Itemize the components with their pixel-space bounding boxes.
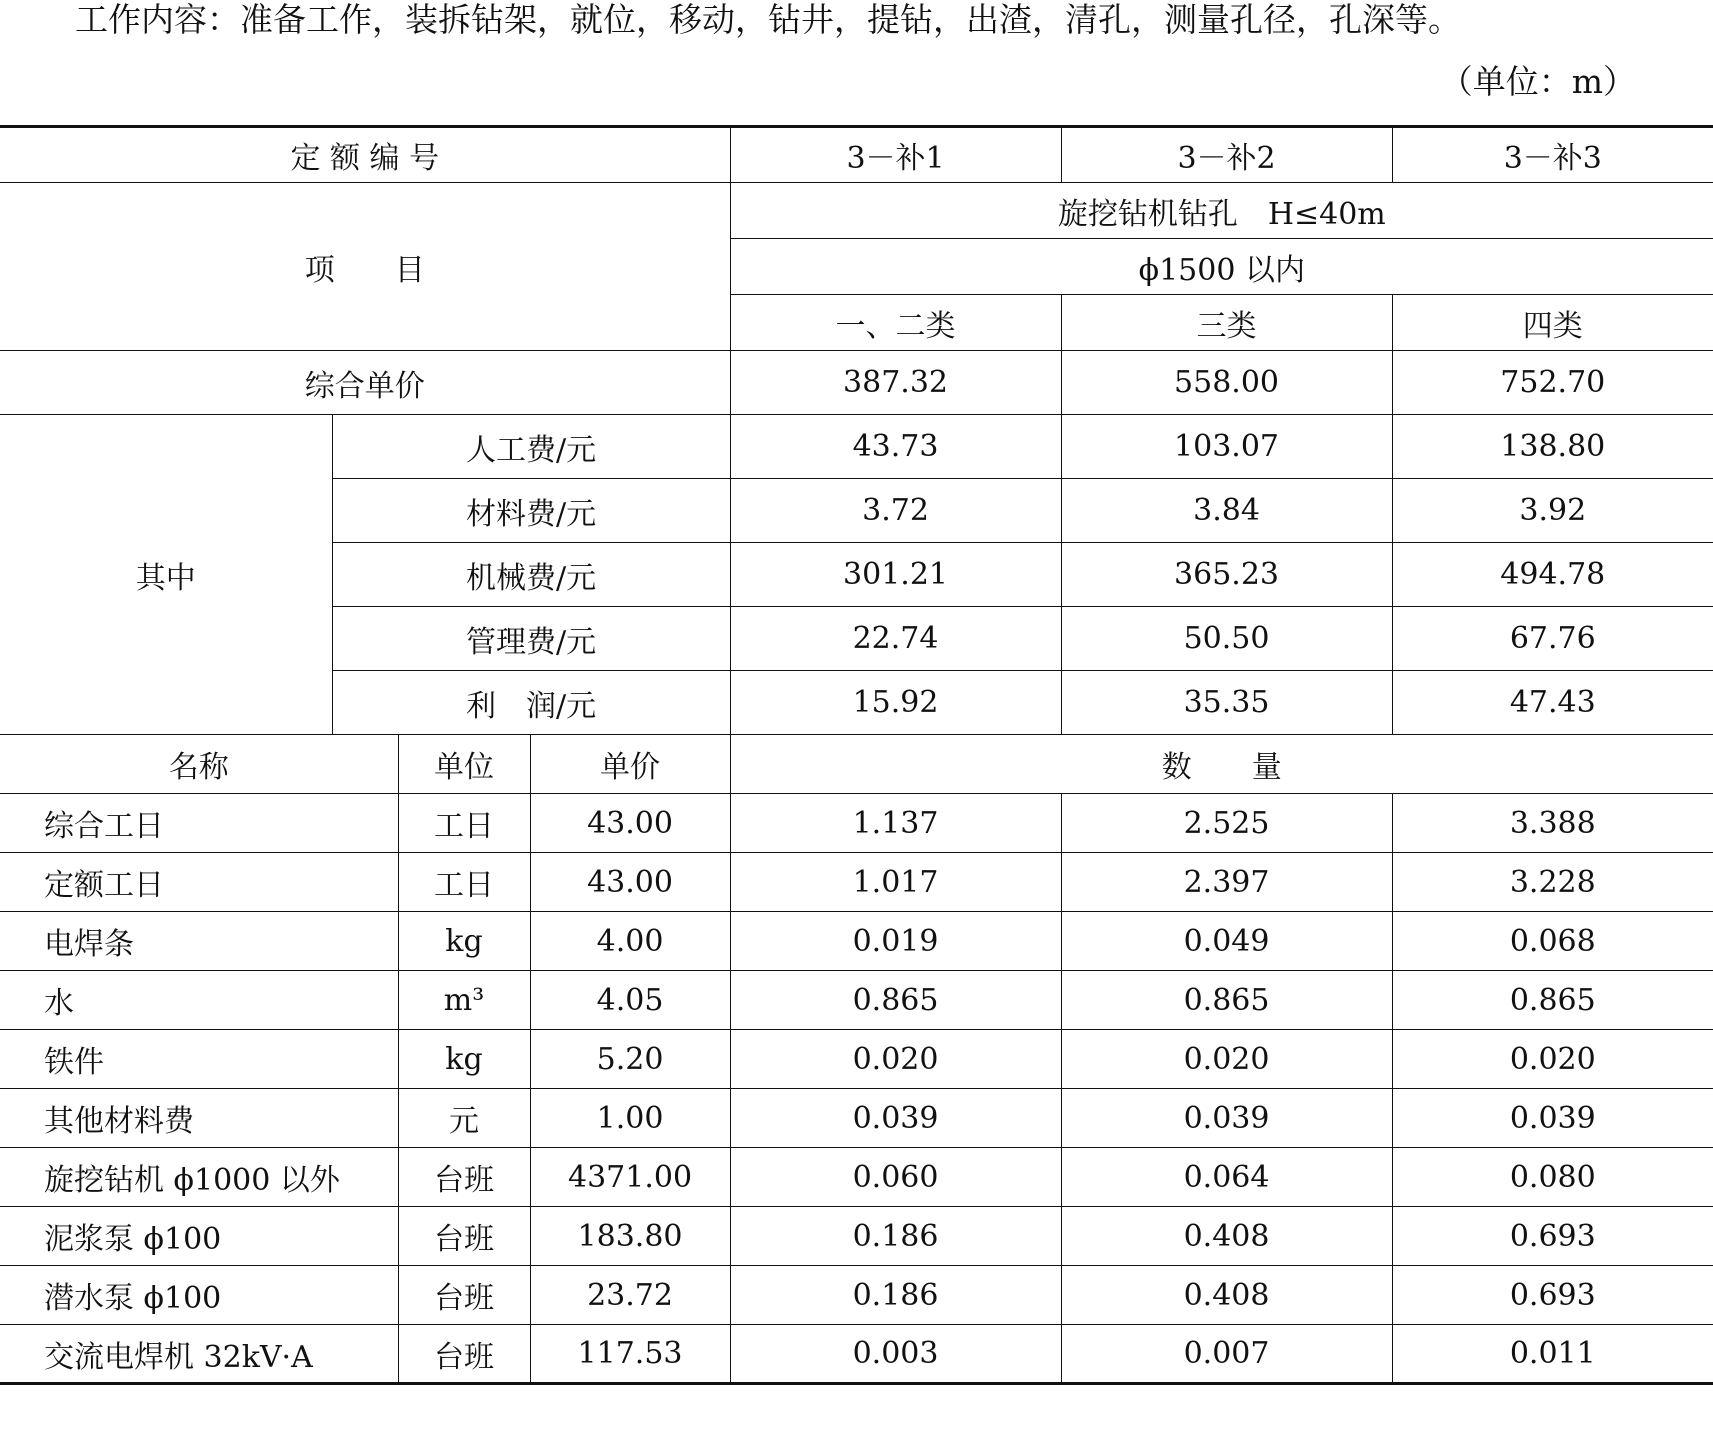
detail-price: 1.00 — [530, 1089, 730, 1148]
detail-quantity: 0.865 — [1061, 971, 1392, 1030]
detail-unit: 台班 — [398, 1266, 530, 1325]
detail-name: 铁件 — [0, 1030, 398, 1089]
detail-quantity: 0.039 — [1061, 1089, 1392, 1148]
detail-quantity: 0.865 — [1392, 971, 1713, 1030]
quota-code-3: 3－补3 — [1392, 127, 1713, 183]
detail-quantity: 0.408 — [1061, 1266, 1392, 1325]
detail-unit: m³ — [398, 971, 530, 1030]
breakdown-value: 43.73 — [730, 415, 1061, 479]
work-content-line: 工作内容：准备工作，装拆钻架，就位，移动，钻井，提钻，出渣，清孔，测量孔径，孔深等。 — [75, 0, 1461, 39]
detail-price: 4.00 — [530, 912, 730, 971]
detail-price: 4371.00 — [530, 1148, 730, 1207]
detail-unit: 台班 — [398, 1325, 530, 1384]
breakdown-value: 47.43 — [1392, 671, 1713, 735]
breakdown-value: 301.21 — [730, 543, 1061, 607]
breakdown-label: 材料费/元 — [332, 479, 730, 543]
item-label: 项 目 — [0, 183, 730, 351]
detail-quantity: 0.003 — [730, 1325, 1061, 1384]
detail-header-unit: 单位 — [398, 735, 530, 794]
breakdown-value: 3.84 — [1061, 479, 1392, 543]
quota-code-1: 3－补1 — [730, 127, 1061, 183]
breakdown-value: 365.23 — [1061, 543, 1392, 607]
detail-quantity: 2.397 — [1061, 853, 1392, 912]
item-title-row — [0, 183, 1713, 239]
detail-unit: kg — [398, 912, 530, 971]
detail-quantity: 2.525 — [1061, 794, 1392, 853]
breakdown-value: 103.07 — [1061, 415, 1392, 479]
composite-price-2: 558.00 — [1061, 351, 1392, 415]
class-1: 一、二类 — [730, 295, 1061, 351]
detail-row — [0, 853, 1713, 912]
detail-row — [0, 1148, 1713, 1207]
detail-quantity: 0.049 — [1061, 912, 1392, 971]
diameter-label: ϕ1500 以内 — [730, 239, 1713, 295]
detail-price: 23.72 — [530, 1266, 730, 1325]
detail-quantity: 0.068 — [1392, 912, 1713, 971]
detail-price: 4.05 — [530, 971, 730, 1030]
detail-price: 43.00 — [530, 794, 730, 853]
breakdown-value: 3.72 — [730, 479, 1061, 543]
detail-quantity: 0.060 — [730, 1148, 1061, 1207]
detail-row — [0, 1207, 1713, 1266]
composite-price-1: 387.32 — [730, 351, 1061, 415]
breakdown-value: 3.92 — [1392, 479, 1713, 543]
detail-quantity: 0.408 — [1061, 1207, 1392, 1266]
detail-quantity: 0.865 — [730, 971, 1061, 1030]
detail-quantity: 3.228 — [1392, 853, 1713, 912]
composite-price-3: 752.70 — [1392, 351, 1713, 415]
detail-quantity: 3.388 — [1392, 794, 1713, 853]
detail-quantity: 0.020 — [730, 1030, 1061, 1089]
breakdown-row — [0, 415, 1713, 479]
detail-row — [0, 1325, 1713, 1384]
detail-header-price: 单价 — [530, 735, 730, 794]
unit-note: （单位：m） — [1439, 62, 1636, 101]
detail-quantity: 0.011 — [1392, 1325, 1713, 1384]
breakdown-value: 50.50 — [1061, 607, 1392, 671]
detail-quantity: 0.020 — [1392, 1030, 1713, 1089]
detail-quantity: 1.017 — [730, 853, 1061, 912]
detail-unit: 工日 — [398, 853, 530, 912]
breakdown-label: 机械费/元 — [332, 543, 730, 607]
detail-row — [0, 1266, 1713, 1325]
breakdown-label: 利 润/元 — [332, 671, 730, 735]
detail-row — [0, 971, 1713, 1030]
detail-row — [0, 912, 1713, 971]
detail-quantity: 0.039 — [1392, 1089, 1713, 1148]
breakdown-value: 15.92 — [730, 671, 1061, 735]
quota-code-label: 定 额 编 号 — [0, 127, 730, 183]
detail-quantity: 0.186 — [730, 1266, 1061, 1325]
detail-name: 潜水泵 ϕ100 — [0, 1266, 398, 1325]
detail-unit: kg — [398, 1030, 530, 1089]
composite-price-row — [0, 351, 1713, 415]
detail-name: 旋挖钻机 ϕ1000 以外 — [0, 1148, 398, 1207]
detail-name: 其他材料费 — [0, 1089, 398, 1148]
breakdown-value: 35.35 — [1061, 671, 1392, 735]
detail-quantity: 0.039 — [730, 1089, 1061, 1148]
detail-quantity: 0.064 — [1061, 1148, 1392, 1207]
detail-name: 水 — [0, 971, 398, 1030]
detail-quantity: 0.019 — [730, 912, 1061, 971]
breakdown-group-label: 其中 — [0, 415, 332, 735]
detail-quantity: 0.693 — [1392, 1207, 1713, 1266]
detail-unit: 台班 — [398, 1207, 530, 1266]
breakdown-value: 67.76 — [1392, 607, 1713, 671]
breakdown-label: 管理费/元 — [332, 607, 730, 671]
composite-price-label: 综合单价 — [0, 351, 730, 415]
detail-header-row — [0, 735, 1713, 794]
detail-header-quantity: 数 量 — [730, 735, 1713, 794]
breakdown-value: 494.78 — [1392, 543, 1713, 607]
detail-name: 综合工日 — [0, 794, 398, 853]
detail-row — [0, 1030, 1713, 1089]
detail-name: 定额工日 — [0, 853, 398, 912]
detail-quantity: 0.007 — [1061, 1325, 1392, 1384]
detail-unit: 工日 — [398, 794, 530, 853]
breakdown-value: 138.80 — [1392, 415, 1713, 479]
detail-price: 117.53 — [530, 1325, 730, 1384]
detail-row — [0, 1089, 1713, 1148]
detail-name: 泥浆泵 ϕ100 — [0, 1207, 398, 1266]
detail-price: 5.20 — [530, 1030, 730, 1089]
detail-row — [0, 794, 1713, 853]
breakdown-label: 人工费/元 — [332, 415, 730, 479]
detail-quantity: 0.693 — [1392, 1266, 1713, 1325]
detail-quantity: 0.186 — [730, 1207, 1061, 1266]
detail-name: 电焊条 — [0, 912, 398, 971]
quota-code-2: 3－补2 — [1061, 127, 1392, 183]
detail-quantity: 0.080 — [1392, 1148, 1713, 1207]
item-title: 旋挖钻机钻孔 H≤40m — [730, 183, 1713, 239]
class-3: 四类 — [1392, 295, 1713, 351]
detail-unit: 元 — [398, 1089, 530, 1148]
breakdown-value: 22.74 — [730, 607, 1061, 671]
detail-unit: 台班 — [398, 1148, 530, 1207]
quota-code-row — [0, 127, 1713, 183]
detail-name: 交流电焊机 32kV·A — [0, 1325, 398, 1384]
detail-quantity: 0.020 — [1061, 1030, 1392, 1089]
quota-table — [0, 125, 1713, 1385]
detail-header-name: 名称 — [0, 735, 398, 794]
class-2: 三类 — [1061, 295, 1392, 351]
detail-quantity: 1.137 — [730, 794, 1061, 853]
detail-price: 43.00 — [530, 853, 730, 912]
detail-price: 183.80 — [530, 1207, 730, 1266]
